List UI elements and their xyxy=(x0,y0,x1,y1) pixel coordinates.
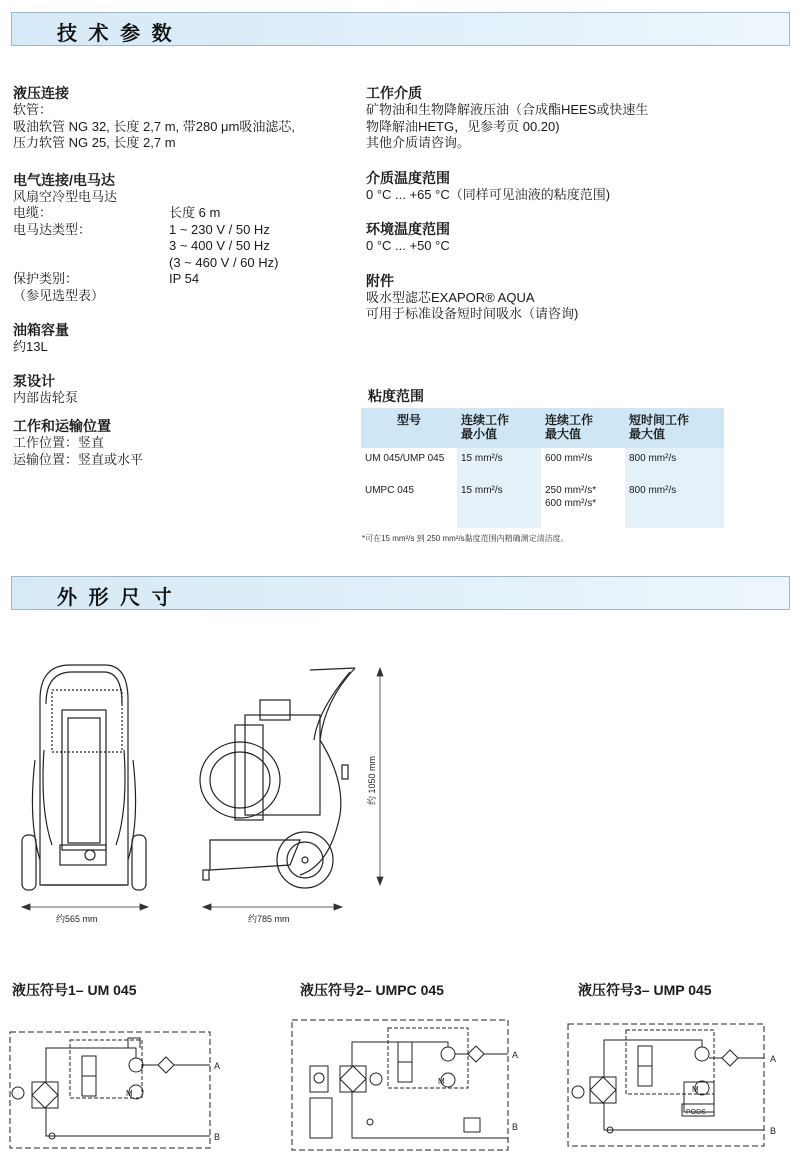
table-header-row xyxy=(361,408,724,448)
section-title: 油箱容量 xyxy=(13,322,69,338)
tech-data-title: 技 术 参 数 xyxy=(57,23,175,45)
section-title: 附件 xyxy=(366,272,394,289)
cell-max: 600 mm²/s xyxy=(545,453,593,464)
electrical-section xyxy=(13,172,343,305)
tank-section xyxy=(13,322,343,356)
text-line: 压力软管 NG 25, 长度 2,7 m xyxy=(13,135,176,150)
right-column xyxy=(366,85,766,323)
see-table-note: （参见选型表） xyxy=(13,287,105,303)
header-min-continuous: 连续工作 最小值 xyxy=(457,408,541,448)
left-column xyxy=(13,85,343,468)
text-line: 约13L xyxy=(13,339,48,354)
motor-value: (3 ~ 460 V / 60 Hz) xyxy=(169,254,279,270)
section-title: 工作介质 xyxy=(366,85,422,101)
cable-row xyxy=(13,205,343,222)
dimensions-banner xyxy=(11,576,790,610)
table-row xyxy=(361,480,724,528)
cell-min: 15 mm²/s xyxy=(457,448,541,480)
text-line: 吸油软管 NG 32, 长度 2,7 m, 带280 μm吸油滤芯, xyxy=(13,118,295,134)
cable-label: 电缆： xyxy=(13,205,53,220)
side-view-drawing xyxy=(200,668,355,888)
hydraulic-symbol-2-title: 液压符号2– UMPC 045 xyxy=(300,982,444,998)
port-a-label: A xyxy=(214,1061,221,1071)
hydraulic-schematic-2 xyxy=(290,1018,526,1152)
media-temp-section xyxy=(366,170,766,204)
hydraulic-connection-section xyxy=(13,85,343,152)
text-line: 运输位置：竖直或水平 xyxy=(13,451,144,467)
front-width-label: 约565 mm xyxy=(56,914,98,924)
dimensions-title: 外 形 尺 寸 xyxy=(57,587,175,609)
text-line: 0 °C ... +65 °C（同样可见油液的粘度范围) xyxy=(366,186,611,202)
cell-model: UMPC 045 xyxy=(365,485,414,496)
viscosity-table xyxy=(361,408,724,528)
section-title: 泵设计 xyxy=(13,372,55,389)
text-line: 矿物油和生物降解液压油（合成酯HEES或快速生 xyxy=(366,102,649,117)
accessories-section xyxy=(366,273,766,323)
protection-label: 保护类别： xyxy=(13,271,79,286)
text-line: 吸水型滤芯EXAPOR® AQUA xyxy=(366,289,535,305)
text-line: 软管： xyxy=(13,102,53,117)
protection-row xyxy=(13,271,343,288)
text-line: 工作位置：竖直 xyxy=(13,435,105,450)
header-model: 型号 xyxy=(361,408,457,448)
cell-short: 800 mm²/s xyxy=(625,480,724,528)
port-a-label: A xyxy=(770,1054,777,1064)
hydraulic-symbol-1-title: 液压符号1– UM 045 xyxy=(12,982,137,998)
front-view-drawing xyxy=(22,665,146,890)
text-line: 风扇空冷型电马达 xyxy=(13,188,118,204)
viscosity-footnote: *可在15 mm²/s 到 250 mm²/s黏度范围内精确测定清洁度。 xyxy=(362,534,569,543)
port-a-label: A xyxy=(512,1050,519,1060)
motor-value: 3 ~ 400 V / 50 Hz xyxy=(169,238,270,253)
section-title: 液压连接 xyxy=(13,85,69,101)
header-max-short: 短时间工作 最大值 xyxy=(625,408,724,448)
motor-label: M xyxy=(438,1077,445,1086)
hydraulic-symbol-3-title: 液压符号3– UMP 045 xyxy=(578,982,712,998)
text-line: 内部齿轮泵 xyxy=(13,389,79,405)
height-label: 约 1050 mm xyxy=(367,755,377,805)
media-section xyxy=(366,85,766,152)
cable-value: 长度 6 m xyxy=(169,205,221,220)
hydraulic-schematic-1 xyxy=(8,1030,228,1150)
section-title: 工作和运输位置 xyxy=(13,418,111,434)
cell-min: 15 mm²/s xyxy=(457,480,541,528)
cell-short: 800 mm²/s xyxy=(625,448,724,480)
cell-max: 250 mm²/s* 600 mm²/s* xyxy=(545,485,597,509)
section-title: 环境温度范围 xyxy=(366,221,450,237)
side-width-label: 约785 mm xyxy=(248,914,290,924)
motor-value: 1 ~ 230 V / 50 Hz xyxy=(169,221,270,237)
motor-row xyxy=(13,222,343,272)
port-b-label: B xyxy=(770,1126,777,1136)
text-line: 0 °C ... +50 °C xyxy=(366,238,450,253)
protection-value: IP 54 xyxy=(169,271,200,286)
pump-section xyxy=(13,373,343,407)
text-line: 可用于标准设备短时间吸水（请咨询) xyxy=(366,306,579,321)
text-line: 其他介质请咨询。 xyxy=(366,135,471,150)
viscosity-title: 粘度范围 xyxy=(368,388,424,404)
table-row xyxy=(361,448,724,480)
hydraulic-schematic-3 xyxy=(566,1022,788,1152)
ambient-temp-section xyxy=(366,221,766,255)
section-title: 电气连接/电马达 xyxy=(13,171,115,188)
position-section xyxy=(13,418,343,468)
header-max-continuous: 连续工作 最大值 xyxy=(541,408,625,448)
cell-model: UM 045/UMP 045 xyxy=(365,453,445,464)
dimension-drawings xyxy=(0,640,800,940)
pods-label: PODS xyxy=(686,1109,706,1116)
port-b-label: B xyxy=(512,1122,519,1132)
tech-data-banner xyxy=(11,12,790,46)
motor-label: 电马达类型： xyxy=(13,221,92,237)
motor-label: M xyxy=(126,1089,133,1098)
text-line: 物降解油HETG，见参考页 00.20) xyxy=(366,118,560,134)
motor-label: M xyxy=(692,1085,699,1094)
port-b-label: B xyxy=(214,1132,221,1142)
section-title: 介质温度范围 xyxy=(366,169,450,186)
motor-values xyxy=(169,222,343,272)
unit-drawing xyxy=(0,640,800,940)
